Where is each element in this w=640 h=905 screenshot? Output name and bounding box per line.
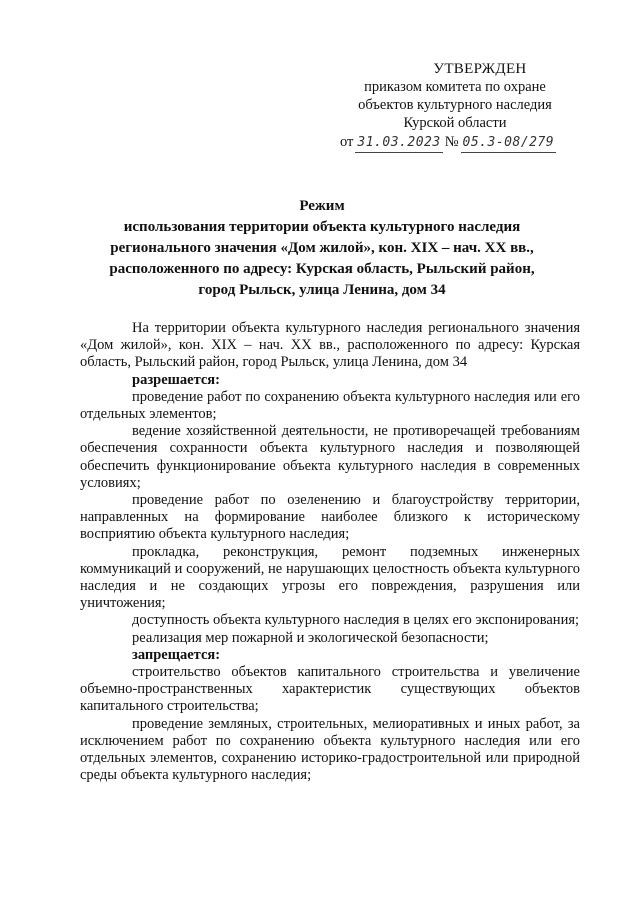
document-title [98, 196, 546, 301]
allowed-item: доступность объекта культурного наследия в целях его экспонирования; [132, 612, 580, 629]
title-line-1: использования территории объекта культурного наследия [123, 219, 521, 235]
title-line-4: город Рыльск, улица Ленина, дом 34 [198, 282, 446, 298]
from-label: от [340, 134, 354, 150]
title-head: Режим [299, 198, 345, 214]
forbidden-item: проведение земляных, строительных, мелиоративных и иных работ, за исключением работ по сохранению объекта культурного наследия или его отдельных элементов, сохранению историко-градостроительной или природной среды объекта культурного наследия; [80, 715, 580, 784]
allowed-item: проведение работ по сохранению объекта культурного наследия или его отдельных элементов; [80, 388, 580, 423]
approval-date-number [340, 133, 570, 153]
number-label: № [444, 134, 459, 150]
approval-title: УТВЕРЖДЕН [433, 61, 527, 77]
approval-line-3: Курской области [403, 115, 507, 131]
intro-paragraph: На территории объекта культурного наследия регионального значения «Дом жилой», кон. XIX – нач. XX вв., расположенного по адресу: Курская область, Рыльский район, город Рыльск, улица Ленина, дом 34 [80, 320, 580, 371]
approval-number: 05.3-08/279 [461, 134, 557, 153]
approval-stamp [340, 60, 570, 153]
forbidden-item: строительство объектов капитального строительства и увеличение объемно-пространственных характеристик существующих объектов капитального строительства; [80, 664, 580, 715]
approval-line-1: приказом комитета по охране [364, 79, 546, 95]
title-line-3: расположенного по адресу: Курская область, Рыльский район, [109, 261, 535, 277]
allowed-item: прокладка, реконструкция, ремонт подземных инженерных коммуникаций и сооружений, не нарушающих целостность объекта культурного наследия и не создающих угрозы его повреждения, разрушения или уничтожения; [80, 543, 580, 612]
approval-date: 31.03.2023 [355, 134, 442, 153]
document-body [80, 320, 580, 784]
allowed-item: ведение хозяйственной деятельности, не противоречащей требованиям обеспечения сохранности объекта культурного наследия и позволяющей обеспечить функционирование объекта культурного наследия в современных условиях; [80, 423, 580, 491]
forbidden-header: запрещается: [132, 646, 221, 663]
title-line-2: регионального значения «Дом жилой», кон. XIX – нач. XX вв., [110, 240, 534, 256]
approval-line-2: объектов культурного наследия [358, 97, 552, 113]
allowed-item: реализация мер пожарной и экологической безопасности; [132, 629, 489, 646]
allowed-header: разрешается: [132, 371, 220, 388]
allowed-item: проведение работ по озеленению и благоустройству территории, направленных на формирование наиболее близкого к историческому восприятию объекта культурного наследия; [80, 492, 580, 543]
